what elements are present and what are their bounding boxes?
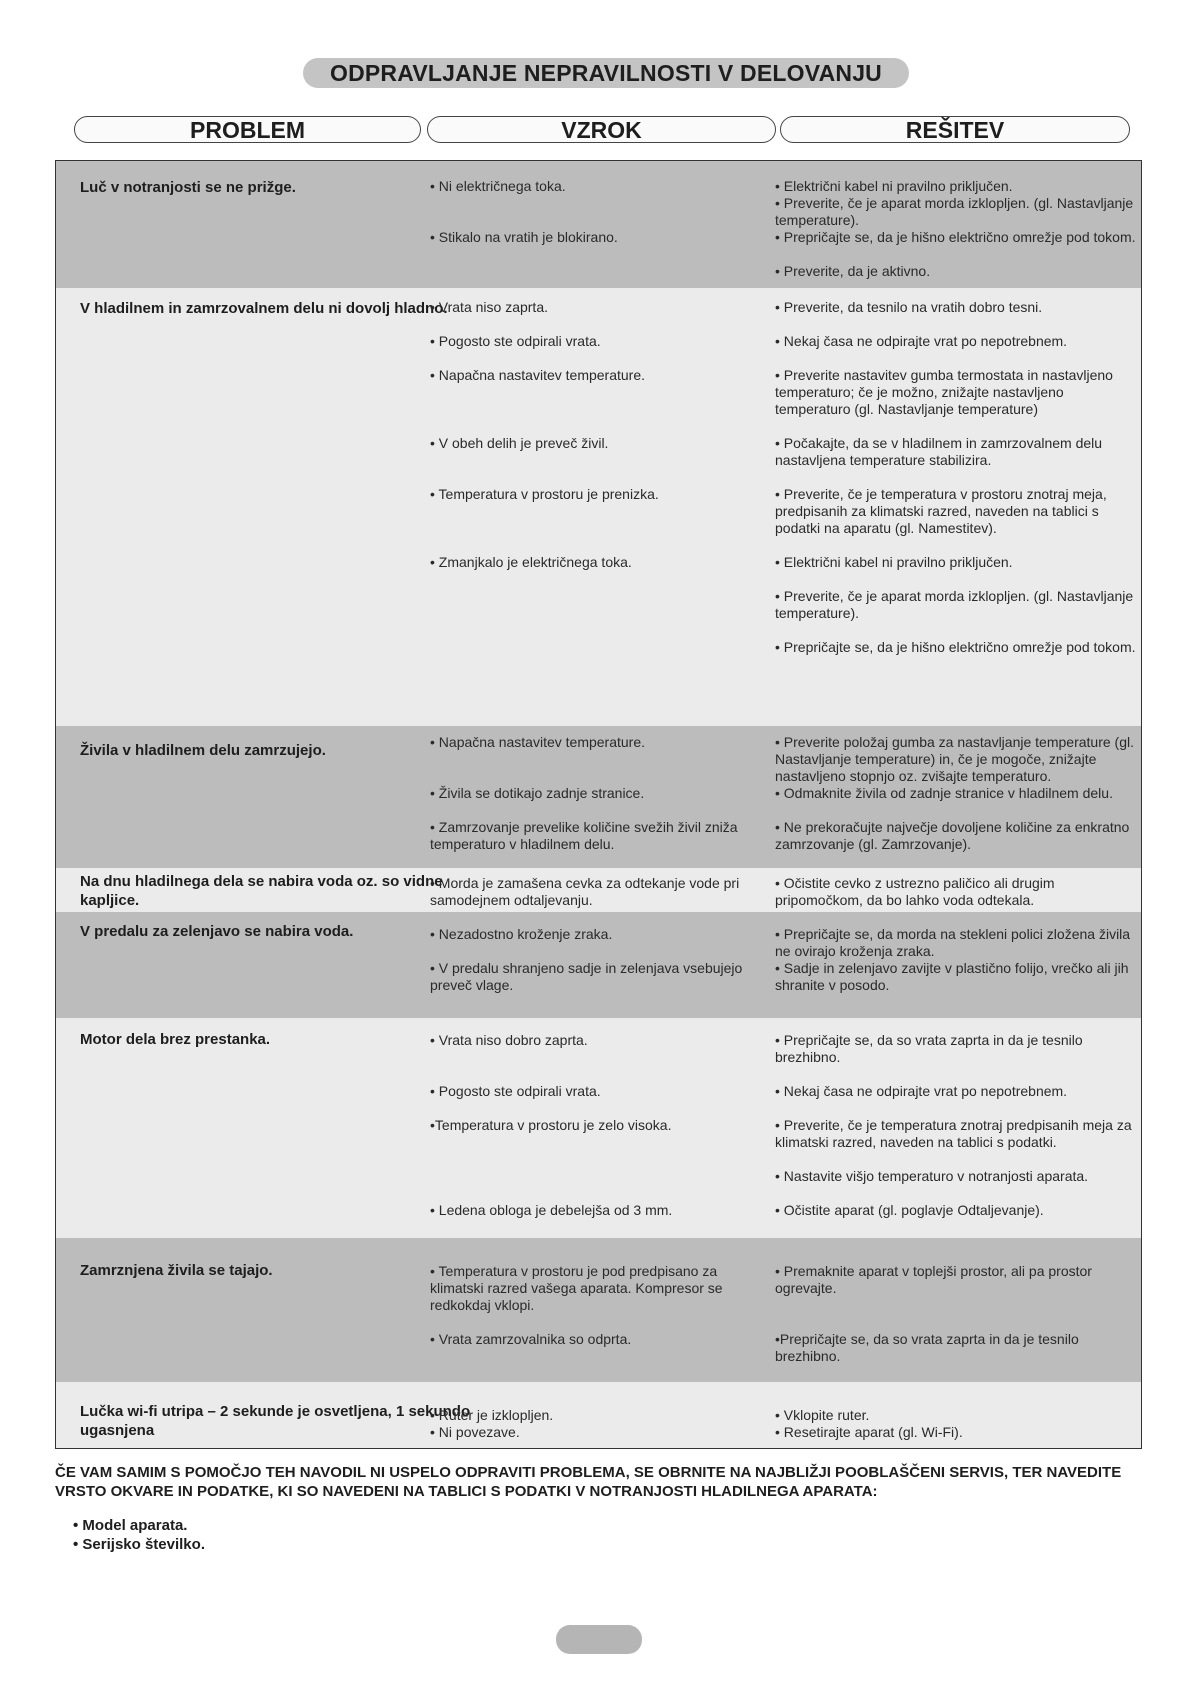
- cause-item: • Temperatura v prostoru je pod predpisano za klimatski razred vašega aparata. Kompresor se redkokdaj vklopi.: [430, 1263, 723, 1313]
- solution-item: • Preverite, če je aparat morda izklopljen. (gl. Nastavljanje temperature).: [775, 195, 1134, 228]
- cause-item: • Napačna nastavitev temperature.: [430, 734, 646, 750]
- cause-item: • Temperatura v prostoru je prenizka.: [430, 486, 659, 502]
- cause-item: • V predalu shranjeno sadje in zelenjava vsebujejo preveč vlage.: [430, 960, 743, 993]
- solution-item: • Nekaj časa ne odpirajte vrat po nepotrebnem.: [775, 333, 1068, 349]
- cause-item: • Pogosto ste odpirali vrata.: [430, 1083, 601, 1099]
- problem-cell: V hladilnem in zamrzovalnem delu ni dovolj hladno.: [80, 300, 448, 317]
- cause-item: • Morda je zamašena cevka za odtekanje vode pri samodejnem odtaljevanju.: [430, 875, 740, 908]
- solution-item: • Električni kabel ni pravilno priključen.: [775, 178, 1013, 194]
- solution-item: • Električni kabel ni pravilno priključen.: [775, 554, 1013, 570]
- list-item: • Model aparata.: [73, 1517, 188, 1534]
- solution-item: • Preverite položaj gumba za nastavljanje temperature (gl. Nastavljanje temperature) in, če je mogoče, znižajte nastavljeno stopnjo oz. zvišajte temperaturo.: [775, 734, 1134, 784]
- cause-item: • Nezadostno kroženje zraka.: [430, 926, 613, 942]
- solution-item: • Nekaj časa ne odpirajte vrat po nepotrebnem.: [775, 1083, 1068, 1099]
- cause-item: • Napačna nastavitev temperature.: [430, 367, 646, 383]
- problem-cell: Zamrznjena živila se tajajo.: [80, 1262, 273, 1279]
- cause-item: •Temperatura v prostoru je zelo visoka.: [430, 1117, 672, 1133]
- table-row: [56, 726, 1141, 868]
- problem-cell: Na dnu hladilnega dela se nabira voda oz. so vidne kapljice.: [80, 873, 443, 909]
- list-item: • Serijsko številko.: [73, 1536, 205, 1553]
- cause-item: • Vrata niso zaprta.: [430, 299, 548, 315]
- required-info-list: [73, 1516, 205, 1554]
- problem-cell: Živila v hladilnem delu zamrzujejo.: [80, 742, 326, 759]
- table-row: [56, 868, 1141, 912]
- solution-item: • Počakajte, da se v hladilnem in zamrzovalnem delu nastavljena temperature stabilizira.: [775, 435, 1103, 468]
- cause-item: • V obeh delih je preveč živil.: [430, 435, 609, 451]
- cause-item: • Pogosto ste odpirali vrata.: [430, 333, 601, 349]
- problem-cell: Luč v notranjosti se ne prižge.: [80, 179, 296, 196]
- solution-item: • Odmaknite živila od zadnje stranice v hladilnem delu.: [775, 785, 1113, 801]
- solution-item: • Preverite, če je aparat morda izklopljen. (gl. Nastavljanje temperature).: [775, 588, 1134, 621]
- page-title: ODPRAVLJANJE NEPRAVILNOSTI V DELOVANJU: [303, 58, 909, 88]
- problem-cell: Lučka wi-fi utripa – 2 sekunde je osvetljena, 1 sekundo ugasnjena: [80, 1403, 471, 1439]
- cause-item: • Stikalo na vratih je blokirano.: [430, 229, 618, 245]
- table-row: [56, 288, 1141, 726]
- column-header-problem: PROBLEM: [74, 116, 421, 143]
- solution-item: • Sadje in zelenjavo zavijte v plastično folijo, vrečko ali jih shranite v posodo.: [775, 960, 1129, 993]
- solution-item: • Očistite cevko z ustrezno paličico ali drugim pripomočkom, da bo lahko voda odtekala.: [775, 875, 1055, 908]
- solution-item: • Prepričajte se, da morda na stekleni polici zložena živila ne ovirajo kroženja zraka.: [775, 926, 1131, 959]
- cause-item: • Ni povezave.: [430, 1424, 520, 1440]
- solution-item: • Preverite, če je temperatura v prostoru znotraj meja, predpisanih za klimatski razred, naveden na tablici s podatki na aparatu (gl. Namestitev).: [775, 486, 1107, 536]
- solution-item: • Nastavite višjo temperaturo v notranjosti aparata.: [775, 1168, 1089, 1184]
- cause-item: • Vrata niso dobro zaprta.: [430, 1032, 588, 1048]
- problem-cell: V predalu za zelenjavo se nabira voda.: [80, 923, 354, 940]
- column-header-solution: REŠITEV: [780, 116, 1130, 143]
- solution-item: • Vklopite ruter.: [775, 1407, 870, 1423]
- column-header-cause: VZROK: [427, 116, 776, 143]
- page-number-tab: [556, 1625, 642, 1654]
- solution-item: • Preverite, če je temperatura znotraj predpisanih meja za klimatski razred, naveden na tablici s podatki.: [775, 1117, 1132, 1150]
- cause-item: • Zmanjkalo je električnega toka.: [430, 554, 632, 570]
- solution-item: • Premaknite aparat v toplejši prostor, ali pa prostor ogrevajte.: [775, 1263, 1092, 1296]
- cause-item: • Ruter je izklopljen.: [430, 1407, 554, 1423]
- solution-item: • Ne prekoračujte največje dovoljene količine za enkratno zamrzovanje (gl. Zamrzovanje).: [775, 819, 1130, 852]
- table-row: [56, 1238, 1141, 1382]
- table-row: [56, 912, 1141, 1018]
- cause-item: • Zamrzovanje prevelike količine svežih živil zniža temperaturo v hladilnem delu.: [430, 819, 738, 852]
- service-note: ČE VAM SAMIM S POMOČJO TEH NAVODIL NI USPELO ODPRAVITI PROBLEMA, SE OBRNITE NA NAJBLIŽJI POOBLAŠČENI SERVIS, TER NAVEDITE VRSTO OKVARE IN PODATKE, KI SO NAVEDENI NA TABLICI S PODATKI V NOTRANJOSTI HLADILNEGA APARATA:: [55, 1464, 1122, 1500]
- cause-item: • Ledena obloga je debelejša od 3 mm.: [430, 1202, 673, 1218]
- problem-cell: Motor dela brez prestanka.: [80, 1031, 271, 1048]
- troubleshooting-table: [55, 160, 1142, 1449]
- cause-item: • Vrata zamrzovalnika so odprta.: [430, 1331, 632, 1347]
- solution-item: • Prepričajte se, da je hišno električno omrežje pod tokom.: [775, 639, 1136, 655]
- cause-item: • Ni električnega toka.: [430, 178, 566, 194]
- solution-item: • Prepričajte se, da so vrata zaprta in da je tesnilo brezhibno.: [775, 1032, 1083, 1065]
- cause-item: • Živila se dotikajo zadnje stranice.: [430, 785, 645, 801]
- solution-item: • Preverite nastavitev gumba termostata in nastavljeno temperaturo; če je možno, znižajte nastavljeno temperaturo (gl. Nastavljanje temperature): [775, 367, 1113, 417]
- solution-item: • Resetirajte aparat (gl. Wi-Fi).: [775, 1424, 963, 1440]
- solution-item: • Preverite, da tesnilo na vratih dobro tesni.: [775, 299, 1043, 315]
- solution-item: • Prepričajte se, da je hišno električno omrežje pod tokom.: [775, 229, 1136, 245]
- table-row: [56, 1382, 1141, 1449]
- solution-item: • Očistite aparat (gl. poglavje Odtaljevanje).: [775, 1202, 1044, 1218]
- solution-item: • Preverite, da je aktivno.: [775, 263, 931, 279]
- solution-item: •Prepričajte se, da so vrata zaprta in da je tesnilo brezhibno.: [775, 1331, 1079, 1364]
- table-row: [56, 161, 1141, 288]
- table-row: [56, 1018, 1141, 1238]
